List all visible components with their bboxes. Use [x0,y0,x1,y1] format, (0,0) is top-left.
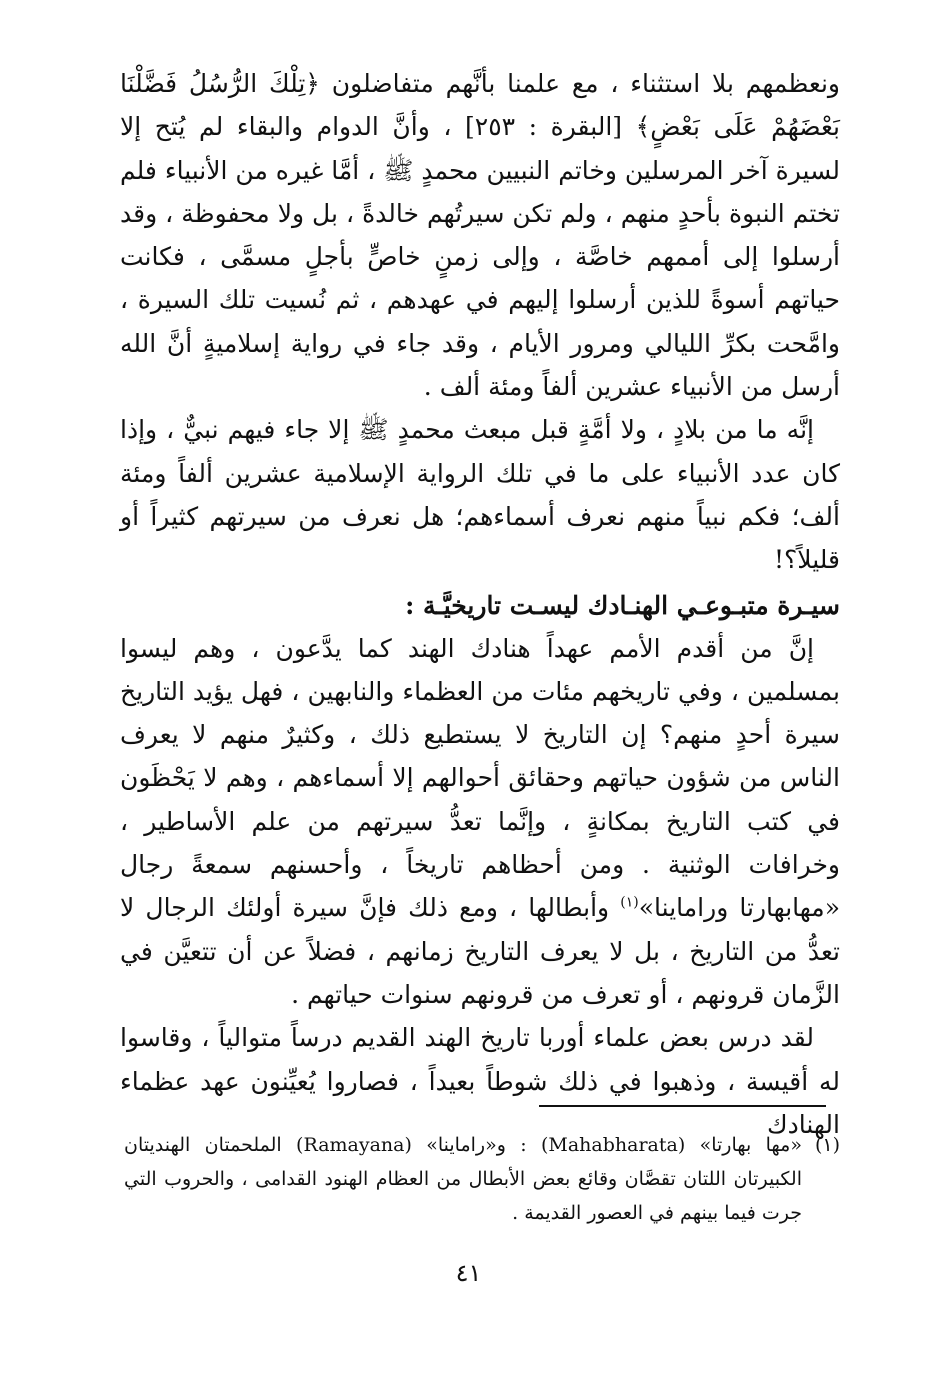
section-heading: سيـرة متبـوعـي الهنـادك ليسـت تاريخيَّـة : [405,590,840,620]
footnote-reference[interactable]: (١) [620,895,639,912]
paragraph-2: إنَّه ما من بلادٍ ، ولا أمَّةٍ قبل مبعث محمدٍ ﷺ إلا جاء فيهم نبيٌّ ، وإذا كان عدد الأنبياء على ما في تلك الرواية الإسلامية عشرين ألفاً ومئة ألف؛ فكم نبياً منهم نعرف أسماءهم؛ هل نعرف من سيرتهم كثيراً أو قليلاً؟! [120,415,840,575]
paragraph-3-text-a: إنَّ من أقدم الأمم عهداً هنادك الهند كما يدَّعون ، وهم ليسوا بمسلمين ، وفي تاريخهم مئات من العظماء والنابهين ، فهل يؤيد التاريخ سيرة أحدٍ منهم؟ إن التاريخ لا يستطيع ذلك ، وكثيرٌ منهم لا يعرف الناس من شؤون حياتهم وحقائق أحوالهم إلا أسماءهم ، وهم لا يَحْظَون في كتب التاريخ بمكانةٍ ، وإنَّما تعدُّ سيرتهم من علم الأساطير ، وخرافات الوثنية . ومن أحظاهم تاريخاً ، وأحسنهم سمعةً رجال «مهابهارتا وراماينا» [120,633,840,923]
footnote [124,1128,840,1230]
footnote-marker: (١) [814,1134,840,1156]
paragraph-1: ونعظمهم بلا استثناء ، مع علمنا بأنَّهم متفاضلون ﴿تِلْكَ الرُّسُلُ فَضَّلْنَا بَعْضَهُمْ عَلَى بَعْضٍ﴾ [البقرة : ٢٥٣] ، وأنَّ الدوام والبقاء لم يُتح إلا لسيرة آخر المرسلين وخاتم النبيين محمدٍ ﷺ ، أمَّا غيره من الأنبياء فلم تختم النبوة بأحدٍ منهم ، ولم تكن سيرتُهم خالدةً ، بل ولا محفوظة ، وقد أرسلوا إلى أممهم خاصَّة ، وإلى زمنٍ خاصٍّ بأجلٍ مسمَّى ، فكانت حياتهم أسوةً للذين أرسلوا إليهم في عهدهم ، ثم نُسيت تلك السيرة ، وامَّحت بكرِّ الليالي ومرور الأيام ، وقد جاء في رواية إسلاميةٍ أنَّ الله أرسل من الأنبياء عشرين ألفاً ومئة ألف . [120,69,840,402]
paragraph-4: لقد درس بعض علماء أوربا تاريخ الهند القديم درساً متوالياً ، وقاسوا له أقيسة ، وذهبوا في ذلك شوطاً بعيداً ، فصاروا يُعيِّنون عهد عظماء الهنادك [120,1023,840,1139]
footnote-text: «مها بهارتا» (Mahabharata) : و«راماينا» (Ramayana) الملحمتان الهنديتان الكبيرتان اللتان تقصَّان وقائع بعض الأبطال من العظام الهنود القدامى ، والحروب التي جرت فيما بينهم في العصور القديمة . [124,1134,802,1224]
footnote-divider [539,1105,826,1107]
main-text [120,62,840,1146]
page-number: ٤١ [455,1259,482,1287]
paragraph-3 [120,627,840,1017]
paragraph-3-text-b: وأبطالها ، ومع ذلك فإنَّ سيرة أولئك الرجال لا تعدُّ من التاريخ ، بل لا يعرف التاريخ زمانهم ، فضلاً عن أن تتعيَّن في الزَّمان قرونهم ، أو تعرف من قرونهم سنوات حياتهم . [120,893,840,1009]
